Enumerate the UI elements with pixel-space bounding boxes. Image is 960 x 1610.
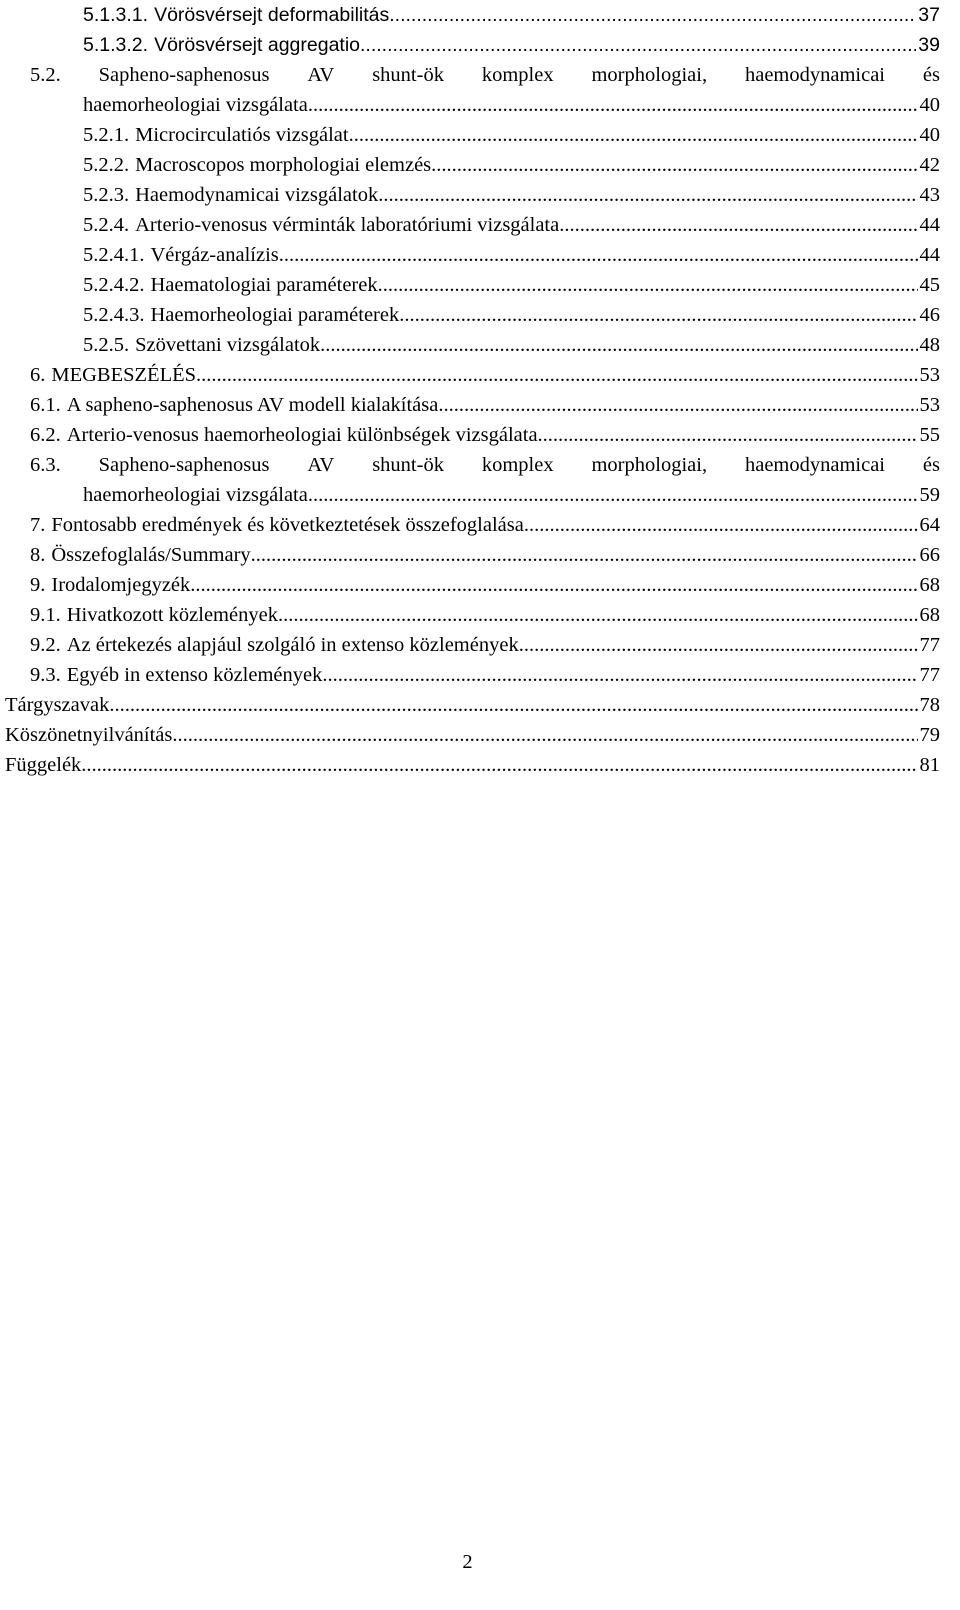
toc-entry-title: Az értekezés alapjául szolgáló in extenso közlemények bbox=[66, 634, 519, 656]
toc-entry-title: Vérgáz-analízis bbox=[150, 244, 279, 266]
toc-entry-number: 6. bbox=[30, 364, 46, 386]
toc-entry-page: 79 bbox=[919, 724, 940, 746]
dot-leader bbox=[349, 120, 918, 150]
toc-entry-title: Fontosabb eredmények és következtetések összefoglalása bbox=[51, 514, 524, 536]
dot-leader bbox=[360, 30, 916, 60]
toc-entry-page: 40 bbox=[919, 94, 940, 116]
toc-entry[interactable] bbox=[5, 270, 940, 300]
dot-leader bbox=[322, 660, 917, 690]
toc-entry-number: 6.3. bbox=[30, 454, 61, 476]
toc-entry-page: 68 bbox=[919, 574, 940, 596]
toc-entry[interactable] bbox=[5, 660, 940, 690]
toc-entry-number: 6.1. bbox=[30, 394, 61, 416]
toc-entry-title-word: komplex bbox=[481, 454, 554, 476]
toc-entry-number: 9. bbox=[30, 574, 46, 596]
toc-entry-title: Haematologiai paraméterek bbox=[150, 274, 378, 296]
toc-entry[interactable] bbox=[5, 180, 940, 210]
toc-entry-number: 5.2.2. bbox=[83, 154, 130, 176]
toc-entry-page: 44 bbox=[919, 244, 940, 266]
toc-entry[interactable] bbox=[5, 540, 940, 570]
toc-entry[interactable] bbox=[5, 120, 940, 150]
toc-entry-title: haemorheologiai vizsgálata bbox=[83, 94, 308, 116]
toc-entry-page: 46 bbox=[919, 304, 940, 326]
toc-entry[interactable] bbox=[5, 30, 940, 60]
dot-leader bbox=[278, 600, 918, 630]
toc-entry-title: Köszönetnyilvánítás bbox=[5, 724, 173, 746]
toc-entry-number: 7. bbox=[30, 514, 46, 536]
toc-entry-title-word: haemodynamicai bbox=[744, 64, 885, 86]
toc-entry[interactable] bbox=[5, 210, 940, 240]
dot-leader bbox=[172, 720, 917, 750]
toc-entry[interactable] bbox=[5, 360, 940, 390]
dot-leader bbox=[378, 180, 917, 210]
toc-entry-page: 40 bbox=[919, 124, 940, 146]
toc-entry-page: 43 bbox=[919, 184, 940, 206]
toc-entry-title: Vörösvérsejt aggregatio bbox=[154, 34, 361, 56]
dot-leader bbox=[81, 750, 917, 780]
toc-entry-number: 5.2.4.2. bbox=[83, 274, 145, 296]
toc-entry[interactable] bbox=[5, 330, 940, 360]
toc-entry-title: Egyéb in extenso közlemények bbox=[66, 664, 323, 686]
toc-entry-title: Tárgyszavak bbox=[5, 694, 110, 716]
toc-entry-page: 55 bbox=[919, 424, 940, 446]
toc-entry-title-word: Sapheno-saphenosus bbox=[98, 454, 270, 476]
toc-entry-title: Macroscopos morphologiai elemzés bbox=[135, 154, 432, 176]
toc-entry-title-word: AV bbox=[307, 454, 335, 476]
toc-entry[interactable] bbox=[5, 420, 940, 450]
toc-entry-page: 42 bbox=[919, 154, 940, 176]
dot-leader bbox=[399, 300, 917, 330]
dot-leader bbox=[308, 90, 918, 120]
toc-entry-title: Microcirculatiós vizsgálat bbox=[135, 124, 349, 146]
dot-leader bbox=[279, 240, 918, 270]
toc-entry-number: 5.2.5. bbox=[83, 334, 130, 356]
toc-entry-number: 5.2.3. bbox=[83, 184, 130, 206]
dot-leader bbox=[196, 360, 917, 390]
toc-entry-page: 37 bbox=[918, 4, 940, 26]
toc-entry[interactable] bbox=[5, 720, 940, 750]
toc-entry[interactable] bbox=[5, 450, 940, 480]
toc-entry-continuation[interactable] bbox=[5, 90, 940, 120]
toc-entry[interactable] bbox=[5, 570, 940, 600]
toc-entry-title: Szövettani vizsgálatok bbox=[135, 334, 321, 356]
toc-entry-title-word: és bbox=[922, 64, 940, 86]
dot-leader bbox=[251, 540, 918, 570]
toc-entry[interactable] bbox=[5, 0, 940, 30]
toc-entry-title: Függelék bbox=[5, 754, 82, 776]
toc-entry-page: 44 bbox=[919, 214, 940, 236]
toc-entry-number: 5.2.1. bbox=[83, 124, 130, 146]
toc-entry-number: 9.1. bbox=[30, 604, 61, 626]
dot-leader bbox=[389, 0, 916, 30]
toc-entry-page: 48 bbox=[919, 334, 940, 356]
dot-leader bbox=[431, 150, 917, 180]
toc-entry-title: Vörösvérsejt deformabilitás bbox=[154, 4, 390, 26]
page-number: 2 bbox=[462, 1551, 473, 1573]
toc-entry-title: Haemorheologiai paraméterek bbox=[150, 304, 400, 326]
toc-entry-title-word: Sapheno-saphenosus bbox=[98, 64, 270, 86]
toc-entry[interactable] bbox=[5, 300, 940, 330]
toc-entry-title-word: komplex bbox=[481, 64, 554, 86]
toc-entry[interactable] bbox=[5, 600, 940, 630]
toc-entry-title-word: és bbox=[922, 454, 940, 476]
toc-entry-page: 39 bbox=[918, 34, 940, 56]
dot-leader bbox=[320, 330, 917, 360]
dot-leader bbox=[109, 690, 917, 720]
dot-leader bbox=[308, 480, 918, 510]
toc-entry-title: Arterio-venosus haemorheologiai különbségek vizsgálata bbox=[66, 424, 538, 446]
dot-leader bbox=[378, 270, 918, 300]
toc-entry-number: 9.3. bbox=[30, 664, 61, 686]
toc-entry[interactable] bbox=[5, 510, 940, 540]
toc-entry-number: 5.1.3.1. bbox=[83, 4, 149, 26]
toc-entry-continuation[interactable] bbox=[5, 480, 940, 510]
toc-entry-title: Összefoglalás/Summary bbox=[51, 544, 251, 566]
toc-entry-page: 78 bbox=[919, 694, 940, 716]
dot-leader bbox=[524, 510, 918, 540]
toc-entry-page: 53 bbox=[919, 394, 940, 416]
toc-entry-page: 77 bbox=[919, 664, 940, 686]
toc-entry-number: 9.2. bbox=[30, 634, 61, 656]
toc-entry-title-word: morphologiai, bbox=[591, 454, 708, 476]
toc-entry-number: 8. bbox=[30, 544, 46, 566]
toc-entry[interactable] bbox=[5, 750, 940, 780]
toc-entry[interactable] bbox=[5, 390, 940, 420]
toc-entry[interactable] bbox=[5, 630, 940, 660]
toc-entry-page: 64 bbox=[919, 514, 940, 536]
dot-leader bbox=[559, 210, 917, 240]
toc-entry-number: 5.2.4.1. bbox=[83, 244, 145, 266]
toc-entry-title: Haemodynamicai vizsgálatok bbox=[135, 184, 379, 206]
toc-entry-title: A sapheno-saphenosus AV modell kialakítása bbox=[66, 394, 439, 416]
toc-entry[interactable] bbox=[5, 240, 940, 270]
toc-entry-page: 66 bbox=[919, 544, 940, 566]
toc-entry[interactable] bbox=[5, 60, 940, 90]
toc-entry-title-word: shunt-ök bbox=[372, 454, 444, 476]
toc-entry-title: haemorheologiai vizsgálata bbox=[83, 484, 308, 506]
toc-entry-number: 5.2.4. bbox=[83, 214, 130, 236]
toc-entry-page: 59 bbox=[919, 484, 940, 506]
dot-leader bbox=[438, 390, 917, 420]
toc-entry-page: 68 bbox=[919, 604, 940, 626]
toc-entry-title: Hivatkozott közlemények bbox=[66, 604, 278, 626]
toc-entry[interactable] bbox=[5, 690, 940, 720]
toc-entry-page: 53 bbox=[919, 364, 940, 386]
toc-entry-number: 5.2. bbox=[30, 64, 61, 86]
toc-entry-page: 45 bbox=[919, 274, 940, 296]
toc-entry-title: Arterio-venosus vérminták laboratóriumi vizsgálata bbox=[135, 214, 560, 236]
toc-entry-title-word: haemodynamicai bbox=[744, 454, 885, 476]
toc-entry-number: 6.2. bbox=[30, 424, 61, 446]
toc-entry-page: 77 bbox=[919, 634, 940, 656]
table-of-contents bbox=[5, 0, 940, 780]
toc-entry-title-word: morphologiai, bbox=[591, 64, 708, 86]
toc-entry-number: 5.2.4.3. bbox=[83, 304, 145, 326]
toc-entry-title-word: shunt-ök bbox=[372, 64, 444, 86]
toc-entry-title-word: AV bbox=[307, 64, 335, 86]
dot-leader bbox=[519, 630, 918, 660]
dot-leader bbox=[538, 420, 918, 450]
toc-entry-page: 81 bbox=[919, 754, 940, 776]
toc-entry-title: MEGBESZÉLÉS bbox=[51, 364, 197, 386]
toc-entry[interactable] bbox=[5, 150, 940, 180]
dot-leader bbox=[190, 570, 917, 600]
toc-entry-number: 5.1.3.2. bbox=[83, 34, 149, 56]
toc-entry-title: Irodalomjegyzék bbox=[51, 574, 191, 596]
